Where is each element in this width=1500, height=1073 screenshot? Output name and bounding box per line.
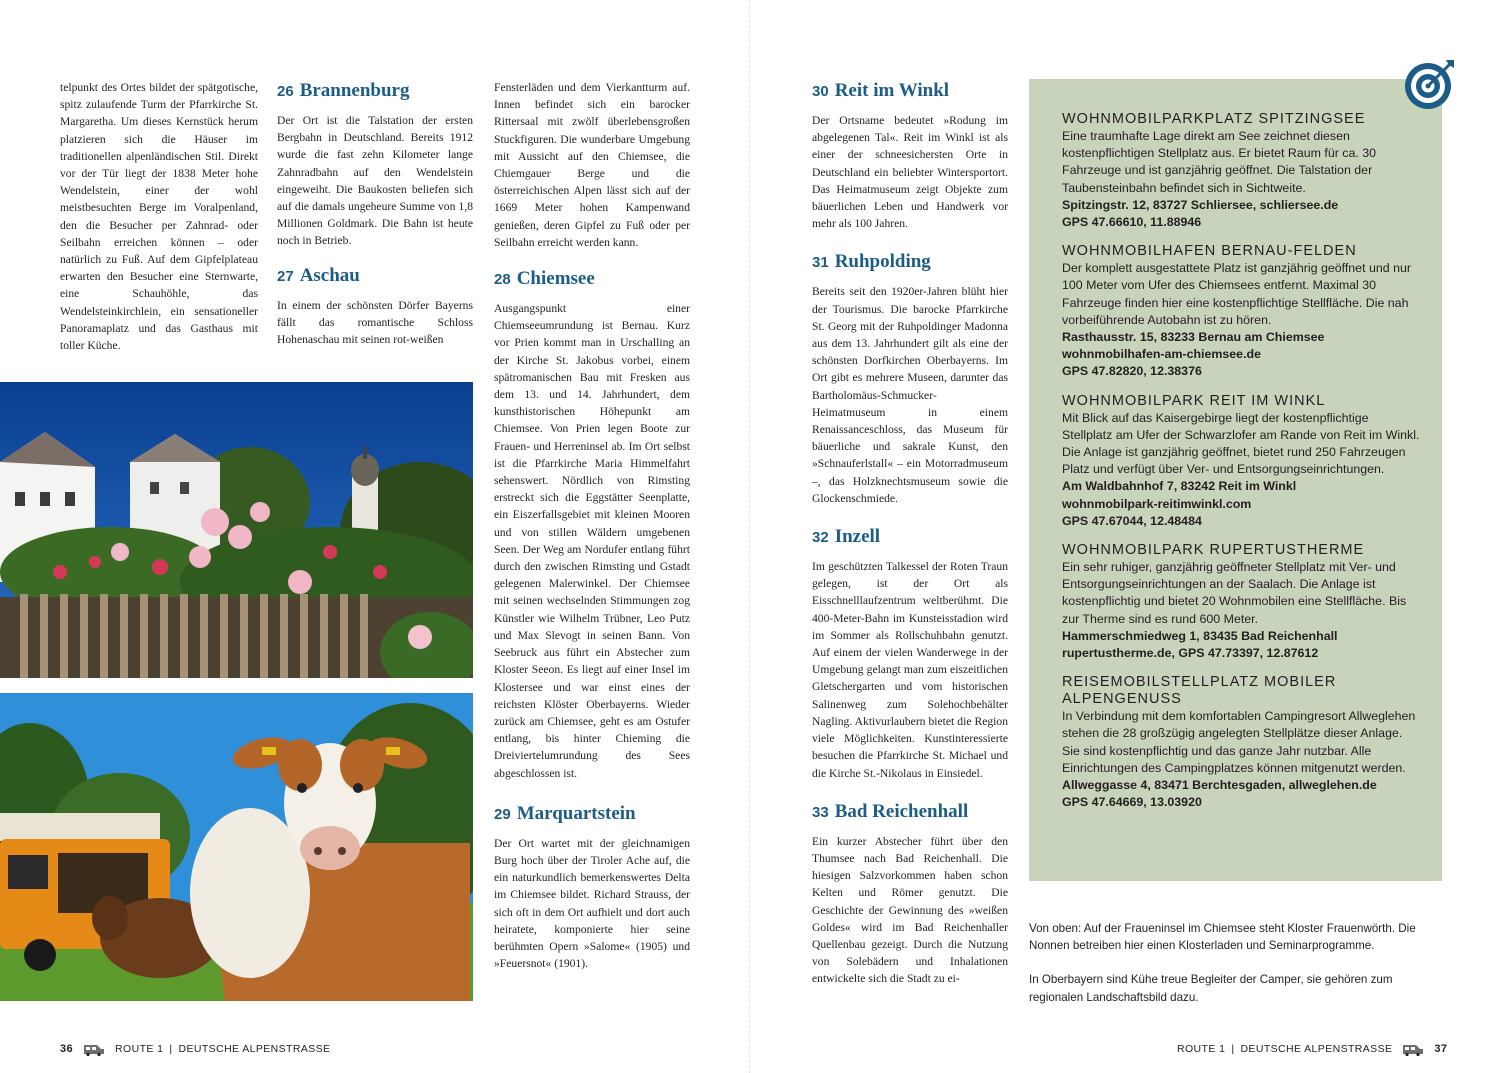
left-page-footer: [60, 1042, 330, 1056]
infobox-entry-gps: rupertustherme.de, GPS 47.73397, 12.87612: [1062, 646, 1319, 661]
paragraph: telpunkt des Ortes bildet der spätgotische, spitz zulaufende Turm der Pfarrkirche St. Margaretha. Um dieses Kernstück herum platzieren sich die Häuser im traditionellen alpenländischen Stil. Direkt vor der Tür liegt der 1838 Meter hohe Wendelstein, einer der wohl meistbesuchten Berge im Voralpenland, den die Besucher per Zahnrad- oder Seilbahn erreichen können – oder natürlich zu Fuß. Auf dem Gipfelplateau erwarten den Besucher eine Sternwarte, eine Schauhöhle, das Wendelsteinkirchlein, ein sensationeller Panoramaplatz und das Gasthaus mit toller Küche.: [60, 81, 258, 353]
section-heading: 29 Marquartstein: [494, 802, 636, 824]
infobox-entry-title: REISEMOBILSTELLPLATZ MOBILER ALPENGENUSS: [1062, 674, 1337, 708]
infobox-entry-website: wohnmobilpark-reitimwinkl.com: [1062, 496, 1252, 511]
section-chiemsee: [494, 267, 690, 782]
route-label: ROUTE 1: [115, 1043, 164, 1055]
infobox-entry: [1062, 674, 1422, 811]
section-text: Der Ort wartet mit der gleichnamigen Burg hoch über der Tiroler Ache auf, die ein naturkundlich bemerkenswertes Delta im Chiemsee bildet. Richard Strauss, der sich oft in dem Ort aufhielt und dort auch heiratete, komponierte hier seine berühmten Opern »Salome« (1905) und »Feuersnot« (1901).: [494, 836, 690, 971]
section-text: In einem der schönsten Dörfer Bayerns fällt das romantische Schloss Hohenaschau mit seinen rot-weißen: [277, 298, 473, 347]
photo-cows-camper-image: [0, 693, 473, 1001]
left-column-1: [60, 79, 258, 364]
paragraph: Fensterläden und dem Vierkantturm auf. Innen befindet sich ein barocker Rittersaal mit zwölf überlebensgroßen Stuckfiguren. Die wunderbare Umgebung mit Aussicht auf den Chiemsee, die Chiemgauer Berge und die österreichischen Alpen lässt sich auf der 1669 Meter hohen Kampenwand genießen, deren Gipfel zu Fuß oder per Seilbahn erreicht werden kann.: [494, 81, 690, 249]
infobox-entry: [1062, 393, 1422, 530]
caption-bottom-photo: In Oberbayern sind Kühe treue Begleiter der Camper, sie gehören zum regionalen Landschaftsbild dazu.: [1029, 973, 1393, 1004]
infobox-entry-gps: GPS 47.64669, 13.03920: [1062, 795, 1202, 810]
photo-captions: [1029, 920, 1429, 1023]
section-brannenburg: [277, 79, 473, 250]
section-text: Der Ortsname bedeutet »Rodung im abgelegenen Tal«. Reit im Winkl ist als einer der schneesichersten Orte in Deutschland ein beliebter Wintersportort. Das Heimatmuseum zeigt Objekte zum bäuerlichen Leben und Handwerk vor mehr als 100 Jahren.: [812, 114, 1008, 231]
infobox-entry-gps: GPS 47.67044, 12.48484: [1062, 513, 1202, 528]
infobox-entry-address: Rasthausstr. 15, 83233 Bernau am Chiemsee: [1062, 330, 1325, 345]
page-number: 36: [60, 1043, 74, 1055]
section-heading: 27 Aschau: [277, 264, 360, 286]
infobox-entry-title: WOHNMOBILPARKPLATZ SPITZINGSEE: [1062, 111, 1366, 127]
section-text: Ein kurzer Abstecher führt über den Thumsee nach Bad Reichenhall. Die hiesigen Salzvorkommen haben schon Kelten und Römer genutzt. Die Geschichte der Gewinnung des »weißen Goldes« wird im Bad Reichenhaller Quellenbau gezeigt. Durch die Nutzung von Solebädern und Inhalationen entwickelte sich die Stadt zu ei-: [812, 834, 1008, 986]
section-ruhpolding: [812, 250, 1008, 507]
infobox-entry: [1062, 542, 1422, 662]
route-section-label: DEUTSCHE ALPENSTRASSE: [178, 1043, 331, 1055]
section-heading: 26 Brannenburg: [277, 80, 410, 101]
right-page: [752, 0, 1500, 1073]
infobox-entry-address: Spitzingstr. 12, 83727 Schliersee, schliersee.de: [1062, 197, 1339, 212]
infobox-entry-title: WOHNMOBILPARK REIT IM WINKL: [1062, 392, 1326, 409]
photo-cows-camper: [0, 693, 473, 1001]
infobox-entry: [1062, 111, 1422, 231]
route-section-label: DEUTSCHE ALPENSTRASSE: [1240, 1043, 1393, 1055]
infobox-entry-description: Mit Blick auf das Kaisergebirge liegt der kostenpflichtige Stellplatz am Ufer der Schwarzlofer am Rande von Reit im Winkl. Die Anlage ist ganzjährig geöffnet, bietet rund 250 Fahrzeugen Platz und verfügt über Ver- und Entsorgungseinrichtungen.: [1062, 410, 1420, 477]
left-column-2: [277, 79, 473, 358]
section-heading: 33 Bad Reichenhall: [812, 800, 969, 822]
infobox-entry-address: Hammerschmiedweg 1, 83435 Bad Reichenhall: [1062, 628, 1338, 643]
section-heading: 28 Chiemsee: [494, 268, 595, 290]
section-bad-reichenhall: [812, 800, 1008, 988]
section-aschau: [277, 264, 473, 349]
photo-fraueninsel: [0, 382, 473, 678]
infobox-entry-website: wohnmobilhafen-am-chiemsee.de: [1062, 347, 1261, 362]
infobox-entry-gps: GPS 47.82820, 12.38376: [1062, 364, 1202, 379]
infobox-entry-gps: GPS 47.66610, 11.88946: [1062, 215, 1202, 230]
route-label: ROUTE 1: [1177, 1043, 1226, 1055]
section-heading: 31 Ruhpolding: [812, 251, 931, 273]
infobox-entry-description: Eine traumhafte Lage direkt am See zeichnet diesen kostenpflichtigen Stellplatz aus. Er bietet Raum für ca. 30 Fahrzeuge und ist ganzjährig geöffnet. Die Talstation der Taubensteinbahn befindet sich in Sichtweite.: [1062, 129, 1377, 195]
section-marquartstein: [494, 802, 690, 973]
section-text: Der Ort ist die Talstation der ersten Bergbahn in Deutschland. Bereits 1912 wurde die fast zehn Kilometer lange Zahnradbahn auf den Wendelstein eingeweiht. Die Baukosten beliefen sich auf die damals ungeheure Summe von 1,8 Millionen Goldmark. Die Bahn ist heute noch in Betrieb.: [277, 114, 473, 248]
footer-divider: |: [169, 1043, 173, 1055]
right-column-1: [812, 79, 1008, 998]
camper-van-icon: [83, 1042, 105, 1056]
section-text: Bereits seit den 1920er-Jahren blüht hier der Tourismus. Die barocke Pfarrkirche St. Georg mit der Ruhpoldinger Madonna aus dem 13. Jahrhundert gilt als eine der schönsten Dorfkirchen Oberbayerns. Im Ort gibt es mehrere Museen, darunter das Bartholomäus-Schmucker-Heimatmuseum in einem Renaissanceschloss, das Museum für bäuerliche und sakrale Kunst, den »Schnauferlstall« – ein Motorradmuseum –, das Holzknechtsmuseum sowie die Glockenschmiede.: [812, 285, 1008, 505]
infobox-entry-title: WOHNMOBILPARK RUPERTUSTHERME: [1062, 542, 1365, 559]
photo-fraueninsel-image: [0, 382, 473, 678]
section-text: Ausgangspunkt einer Chiemseeumrundung ist Bernau. Kurz vor Prien kommt man in Urschalling an der Kirche St. Jakobus vorbei, einem spätromanischen Bau mit Fresken aus dem 13. und 14. Jahrhundert, dem kunsthistorischen Höhepunkt am Chiemsee. Von Prien legen Boote zur Frauen- und Herreninsel ab. Im Ort selbst ist die Pfarrkirche Maria Himmelfahrt sehenswert. Nördlich von Rimsting erstreckt sich die Eggstätter Seenplatte, ein Eiszerfallsgebiet mit kleinen Mooren und von stillen Wäldern umgebenen Seen. Der Weg am Nordufer entlang führt durch den zwischen Rimsting und Gstadt gelegenen Malerwinkel. Der Chiemsee mit seinen wechselnden Stimmungen zog Künstler wie Wilhelm Trübner, Leo Putz und Max Slevogt in seinen Bann. Von Seebruck aus führt ein Abstecher zum Kloster Seeon. Es liegt auf einer Insel im Klostersee und war einst eines der reichsten Klöster Oberbayerns. Wieder zurück am Chiemsee, geht es am Ostufer entlang, bis hinter Chieming die Dreiviertelumrundung des Sees abgeschlossen ist.: [494, 302, 690, 780]
section-heading: 32 Inzell: [812, 526, 881, 548]
infobox-entry-address: Am Waldbahnhof 7, 83242 Reit im Winkl: [1062, 479, 1297, 494]
footer-divider: |: [1231, 1043, 1235, 1055]
infobox-entry-description: Der komplett ausgestattete Platz ist ganzjährig geöffnet und nur 100 Meter vom Ufer des Chiemsees entfernt. Maximal 30 Fahrzeuge finden hier eine kostenpflichtige Stellfläche. Die nah vorbeiführende Autobahn ist zu hören.: [1062, 261, 1411, 327]
infobox-entry-description: In Verbindung mit dem komfortablen Campingresort Allweglehen stehen die 28 großzügig angelegten Stellplätze dieser Anlage. Sie sind kostenpflichtig und das ganze Jahr nutzbar. Alle Einrichtungen des Campingplatzes können mitgenutzt werden.: [1062, 709, 1416, 775]
infobox-entry-address: Allweggasse 4, 83471 Berchtesgaden, allweglehen.de: [1062, 778, 1377, 793]
caption-top-photo: Von oben: Auf der Fraueninsel im Chiemsee steht Kloster Frauenwörth. Die Nonnen betreiben hier einen Klosterladen und Seminarprogramme.: [1029, 922, 1416, 953]
infobox-entry-title: WOHNMOBILHAFEN BERNAU-FELDEN: [1062, 243, 1357, 260]
section-inzell: [812, 525, 1008, 782]
infobox-entry: [1062, 243, 1422, 380]
camping-infobox: [1029, 79, 1442, 881]
left-column-3: [494, 79, 690, 982]
section-reit-im-winkl: [812, 79, 1008, 232]
page-number: 37: [1434, 1043, 1448, 1055]
camper-van-icon: [1402, 1042, 1424, 1056]
section-heading: 30 Reit im Winkl: [812, 80, 950, 101]
target-icon: [1402, 56, 1458, 112]
infobox-entry-description: Ein sehr ruhiger, ganzjährig geöffneter Stellplatz mit Ver- und Entsorgungseinrichtungen an der Saalach. Die Anlage ist kostenpflichtig und bietet 20 Wohnmobilen eine Stellfläche. Bis zur Therme sind es rund 600 Meter.: [1062, 560, 1407, 626]
right-page-footer: [1177, 1042, 1447, 1056]
section-text: Im geschützten Talkessel der Roten Traun gelegen, ist der Ort als Eisschnelllaufzentrum weltberühmt. Die 400-Meter-Bahn im Kunsteisstadion wird im Sommer als Rollschuhbahn genutzt. Auf einem der vielen Wanderwege in der Umgebung gelangt man zum eiszeitlichen Gletschergarten und vom historischen Salinenweg zum Solehochbehälter Nagling. Aktivurlaubern bietet die Region viele Möglichkeiten. Kunstinteressierte besuchen die Pfarrkirche St. Michael und die Kirche St.-Nikolaus in Einsiedel.: [812, 560, 1008, 780]
